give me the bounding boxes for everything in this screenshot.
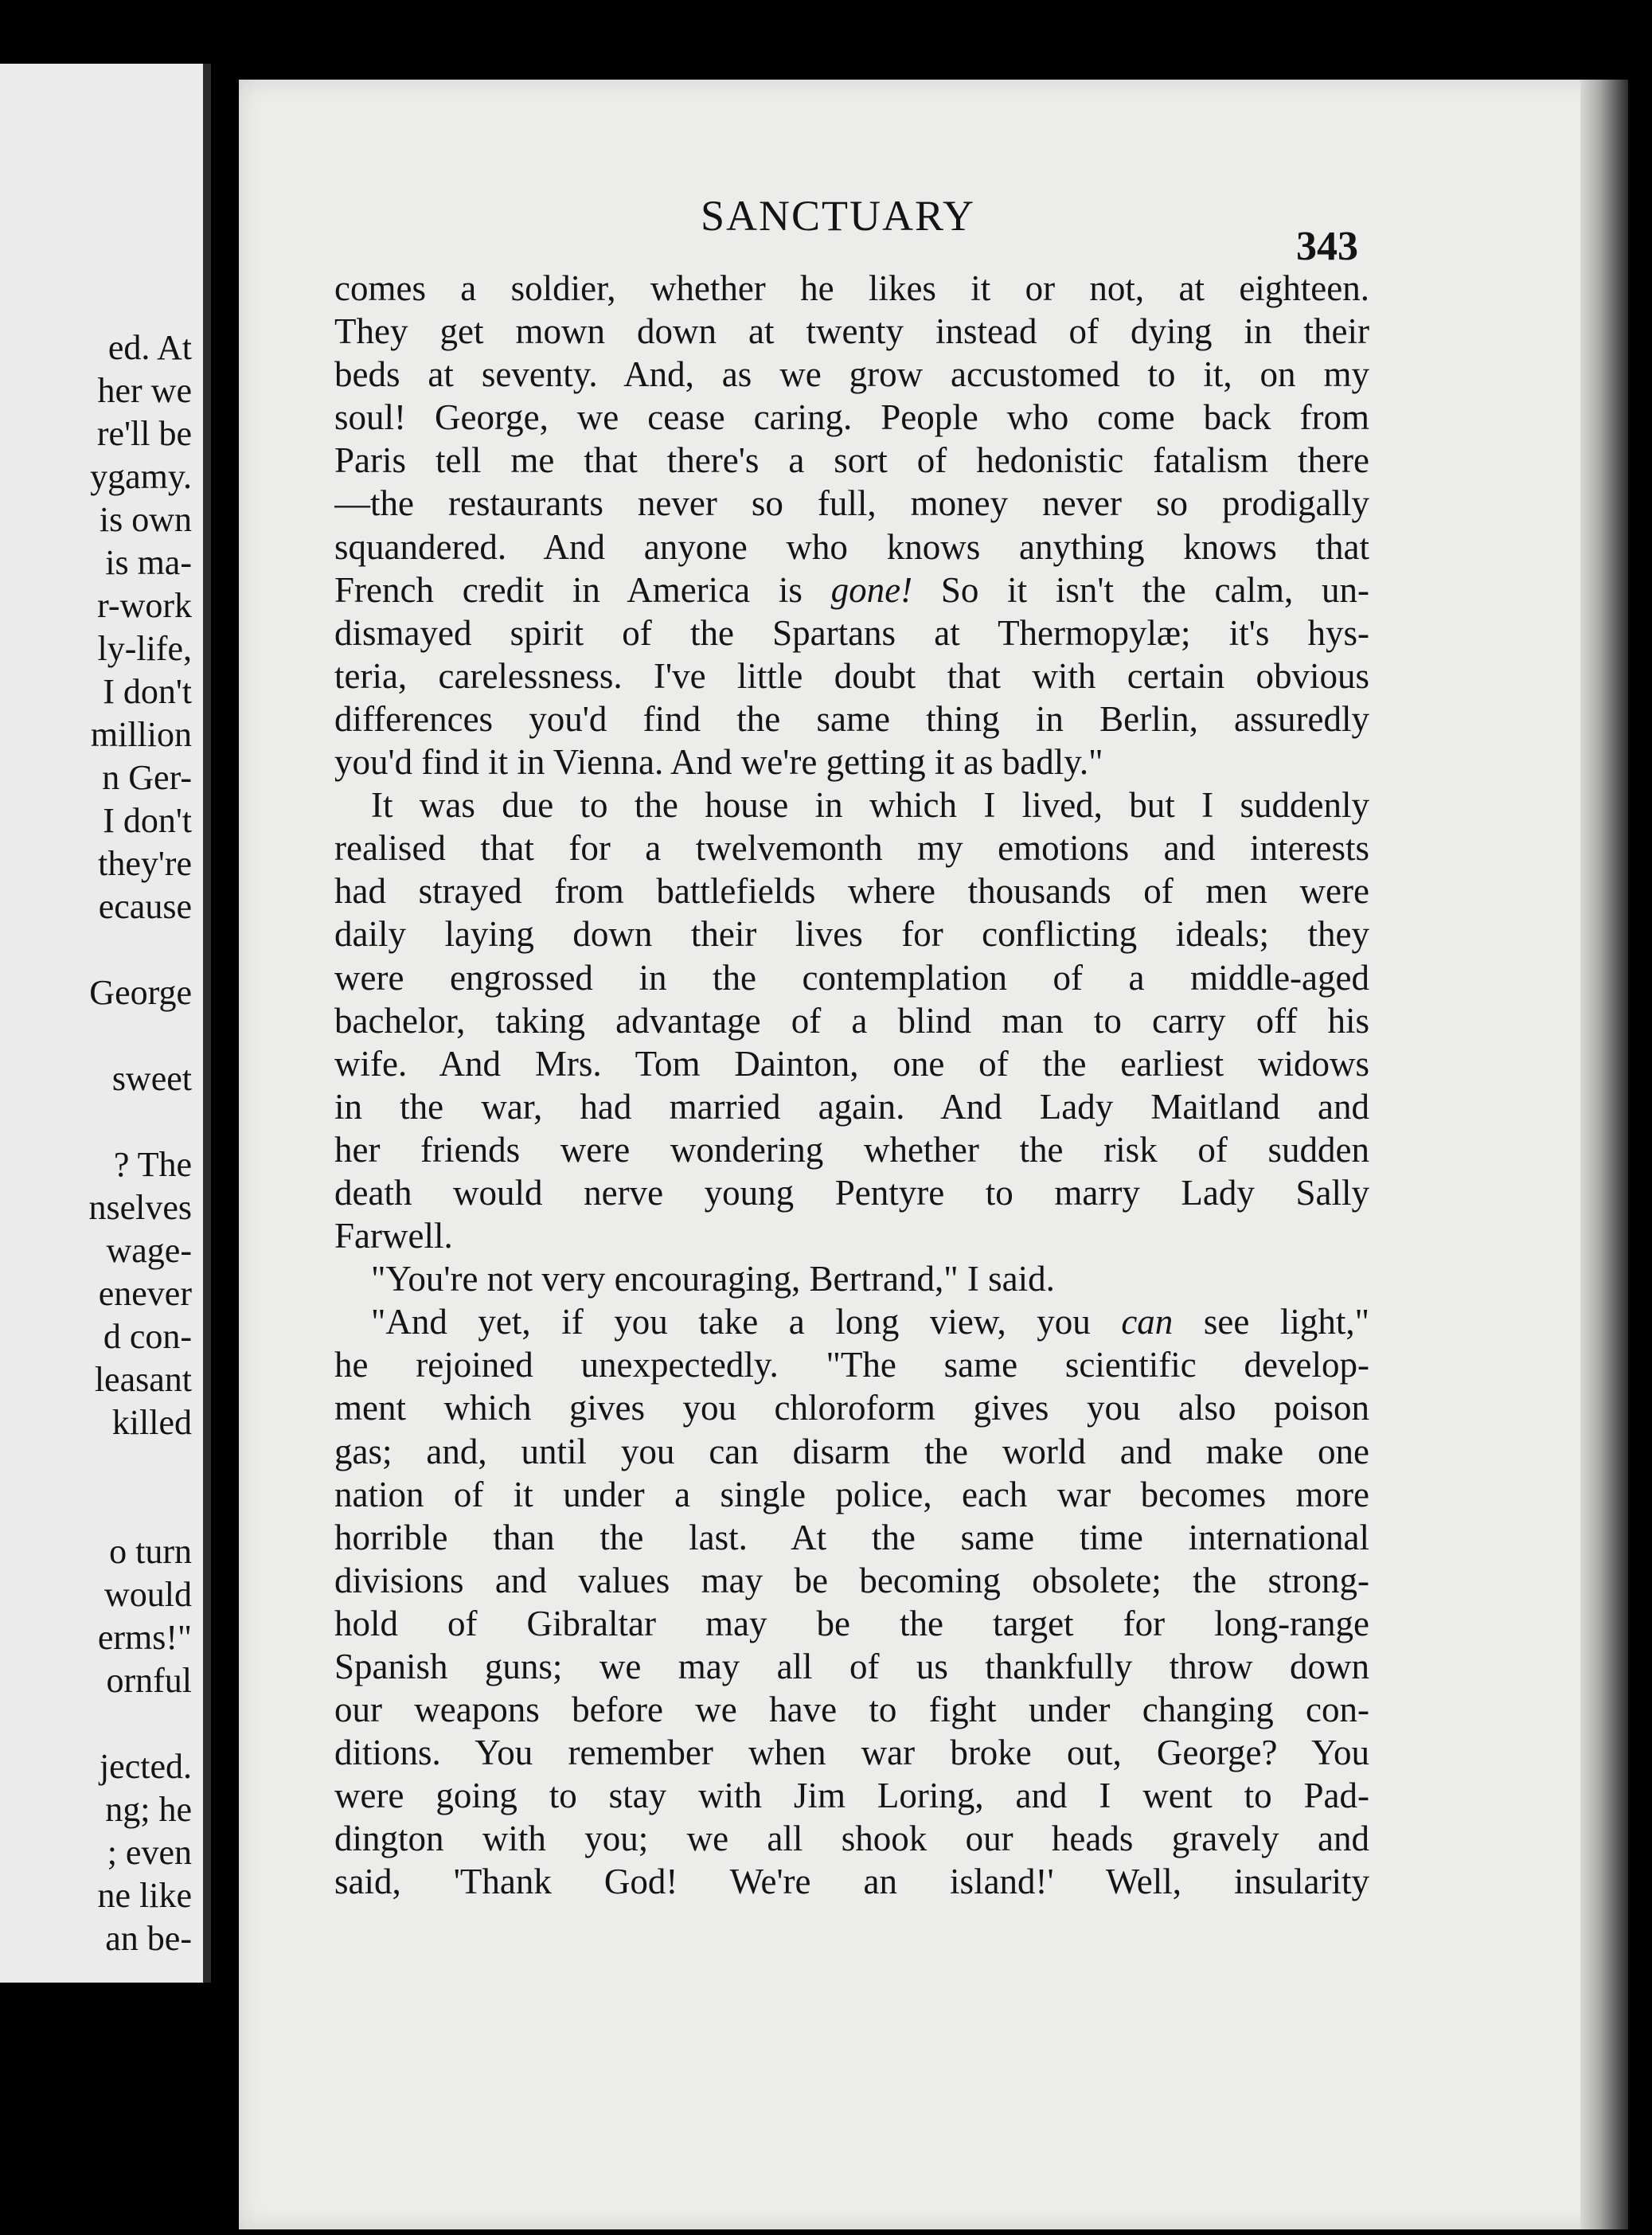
text-line: ditions. You remember when war broke out, George? You — [334, 1733, 1369, 1773]
facing-page-line: sweet — [111, 1059, 192, 1098]
page-number: 343 — [1296, 224, 1358, 269]
facing-page-line: million — [90, 715, 192, 754]
text-line: squandered. And anyone who knows anything knows that — [334, 526, 1369, 567]
facing-page-line: is own — [99, 500, 192, 539]
facing-page-line: d con- — [103, 1317, 192, 1356]
text-line: realised that for a twelvemonth my emotions and interests — [334, 828, 1369, 869]
facing-page-line — [88, 1100, 192, 1143]
text-segment: "And yet, if you take a long view, you — [371, 1302, 1122, 1342]
text-line: divisions and values may be becoming obsolete; the strong- — [334, 1560, 1369, 1600]
facing-page-line: o turn — [109, 1532, 192, 1571]
text-line: —the restaurants never so full, money never so prodigally — [334, 483, 1369, 524]
text-line: comes a soldier, whether he likes it or not, at eighteen. — [334, 268, 1369, 308]
text-line: They get mown down at twenty instead of dying in their — [334, 311, 1369, 352]
italic-emphasis: gone! — [830, 569, 913, 610]
italic-emphasis: can — [1121, 1302, 1174, 1342]
page-edge-shadow — [1580, 80, 1628, 2229]
facing-page-line: ygamy. — [90, 457, 192, 496]
facing-page-line: ed. At — [107, 328, 192, 367]
facing-page-line — [88, 1014, 192, 1057]
facing-page-line: re'll be — [96, 414, 192, 453]
facing-page-text — [88, 326, 192, 1960]
facing-page-line: I don't — [103, 801, 192, 840]
facing-page-line: nselves — [88, 1188, 192, 1227]
facing-page-line: ecause — [98, 887, 192, 926]
facing-page-line: wage- — [106, 1231, 192, 1270]
facing-page-line: n Ger- — [102, 758, 192, 797]
facing-page-left — [0, 64, 211, 1983]
facing-page-line — [88, 1487, 192, 1530]
text-line: hold of Gibraltar may be the target for long-range — [334, 1603, 1369, 1643]
text-segment: see light," — [1173, 1302, 1369, 1342]
facing-page-line: I don't — [103, 672, 192, 711]
facing-page-line: an be- — [105, 1919, 192, 1958]
text-line: dington with you; we all shook our heads gravely and — [334, 1819, 1369, 1859]
text-line: beds at seventy. And, as we grow accustomed to it, on my — [334, 354, 1369, 395]
facing-page-line: erms!" — [97, 1618, 192, 1657]
text-line: Paris tell me that there's a sort of hedonistic fatalism there — [334, 440, 1369, 481]
text-line — [334, 569, 1369, 611]
text-line: ment which gives you chloroform gives you also poison — [334, 1388, 1369, 1428]
facing-page-line: ? The — [113, 1145, 192, 1184]
text-segment: So it isn't the calm, un- — [912, 569, 1369, 610]
facing-page-line: ly-life, — [97, 629, 192, 668]
text-line: horrible than the last. At the same time international — [334, 1517, 1369, 1557]
text-line: gas; and, until you can disarm the world and make one — [334, 1431, 1369, 1471]
text-line: nation of it under a single police, each war becomes more — [334, 1474, 1369, 1514]
text-line: were engrossed in the contemplation of a middle-aged — [334, 957, 1369, 998]
text-line: in the war, had married again. And Lady Maitland and — [334, 1086, 1369, 1127]
facing-page-line: killed — [111, 1403, 192, 1442]
facing-page-line — [88, 1444, 192, 1487]
facing-page-line: they're — [98, 844, 192, 883]
text-line: you'd find it in Vienna. And we're getting it as badly." — [334, 742, 1103, 783]
facing-page-line: ng; he — [105, 1790, 192, 1829]
text-line — [334, 1300, 1369, 1343]
text-line: bachelor, taking advantage of a blind man to carry off his — [334, 1000, 1369, 1041]
facing-page-line: ne like — [97, 1876, 192, 1915]
text-line: teria, carelessness. I've little doubt that with certain obvious — [334, 655, 1369, 696]
text-line: her friends were wondering whether the risk of sudden — [334, 1129, 1369, 1170]
text-line: wife. And Mrs. Tom Dainton, one of the earliest widows — [334, 1043, 1369, 1084]
facing-page-line: is ma- — [105, 543, 192, 582]
facing-page-line: would — [104, 1575, 192, 1614]
facing-page-line — [88, 1702, 192, 1745]
facing-page-line: leasant — [94, 1360, 192, 1399]
facing-page-line: George — [89, 973, 192, 1012]
text-line: he rejoined unexpectedly. "The same scientific develop- — [334, 1345, 1369, 1385]
text-line: daily laying down their lives for conflicting ideals; they — [334, 914, 1369, 955]
text-line: "You're not very encouraging, Bertrand," I said. — [371, 1259, 1055, 1299]
facing-page-line: r-work — [97, 586, 192, 625]
text-line: our weapons before we have to fight under changing con- — [334, 1690, 1369, 1730]
facing-page-line: jected. — [99, 1747, 192, 1786]
text-line: Spanish guns; we may all of us thankfully throw down — [334, 1647, 1369, 1686]
facing-page-line: enever — [98, 1274, 192, 1313]
text-line: said, 'Thank God! We're an island!' Well, insularity — [334, 1862, 1369, 1902]
running-head: SANCTUARY — [701, 192, 976, 240]
text-line: Farwell. — [334, 1216, 453, 1256]
facing-page-line: her we — [97, 371, 192, 410]
body-text — [334, 267, 1369, 1904]
text-line: death would nerve young Pentyre to marry Lady Sally — [334, 1172, 1369, 1213]
text-line: dismayed spirit of the Spartans at Thermopylæ; it's hys- — [334, 612, 1369, 653]
facing-page-line — [88, 928, 192, 971]
text-line: It was due to the house in which I lived, but I suddenly — [371, 785, 1369, 826]
facing-page-line: ; even — [107, 1833, 192, 1872]
text-line: soul! George, we cease caring. People who come back from — [334, 397, 1369, 438]
text-segment: French credit in America is — [334, 569, 831, 610]
facing-page-line: ornful — [106, 1661, 192, 1700]
text-line: had strayed from battlefields where thousands of men were — [334, 871, 1369, 912]
text-line: were going to stay with Jim Loring, and I went to Pad- — [334, 1776, 1369, 1816]
text-line: differences you'd find the same thing in Berlin, assuredly — [334, 698, 1369, 739]
